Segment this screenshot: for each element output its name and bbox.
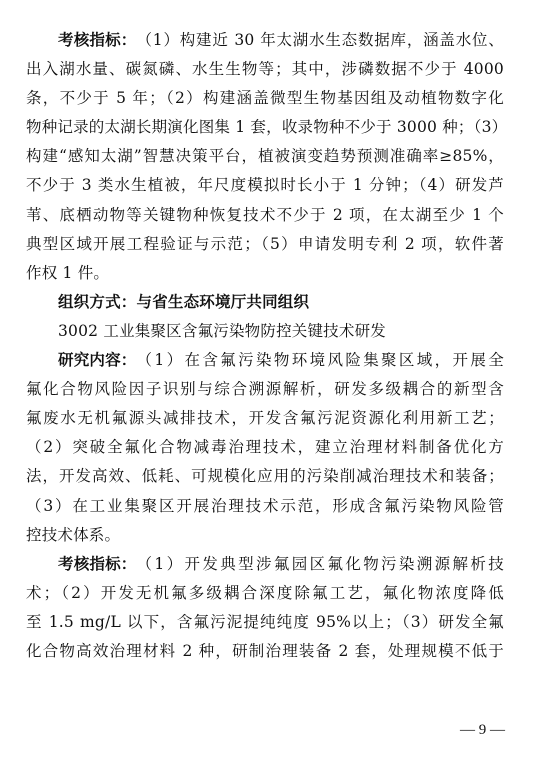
text-line — [26, 375, 504, 404]
line-text: （2）突破全氟化合物减毒治理技术，建立治理材料制备优化方 — [26, 438, 504, 457]
line-text: 氟废水无机氟源头减排技术，开发含氟污泥资源化利用新工艺； — [26, 409, 504, 428]
line-text: 条，不少于 5 年；（2）构建涵盖微型生物基因组及动植物数字化 — [26, 89, 504, 108]
line-text: （1）开发典型涉氟园区氟化物污染溯源解析技 — [136, 554, 504, 573]
document-body — [26, 26, 508, 666]
text-line — [26, 201, 504, 230]
text-line — [26, 433, 504, 462]
label-lead: 研究内容： — [58, 351, 137, 370]
text-line — [26, 55, 504, 84]
line-text: 构建“感知太湖”智慧决策平台，植被演变趋势预测准确率≥85%， — [26, 147, 504, 166]
label-lead: 考核指标： — [58, 31, 137, 49]
text-line — [26, 346, 504, 375]
text-line — [26, 579, 504, 608]
line-text: （1）在含氟污染物环境风险集聚区域，开展全 — [136, 351, 504, 370]
text-line — [26, 84, 504, 113]
text-line — [26, 113, 508, 142]
text-line — [26, 171, 504, 200]
line-text: （1）构建近 30 年太湖水生态数据库，涵盖水位、 — [136, 31, 504, 49]
text-line — [26, 317, 504, 346]
line-text: 控技术体系。 — [26, 525, 121, 544]
line-text: 化合物高效治理材料 2 种，研制治理装备 2 套，处理规模不低于 — [26, 641, 504, 660]
label-lead: 考核指标： — [58, 554, 137, 573]
line-text: 法，开发高效、低耗、可规模化应用的污染削减治理技术和装备； — [26, 467, 504, 486]
line-text: 作权 1 件。 — [26, 263, 110, 282]
text-line — [26, 550, 504, 579]
line-text: 术；（2）开发无机氟多级耦合深度除氟工艺，氟化物浓度降低 — [26, 583, 504, 602]
line-text: 至 1.5 mg/L 以下，含氟污泥提纯纯度 95%以上；（3）研发全氟 — [26, 612, 504, 631]
text-line — [26, 462, 504, 491]
text-line — [26, 492, 504, 521]
line-text: 3002 工业集聚区含氟污染物防控关键技术研发 — [58, 321, 386, 340]
line-text: 典型区域开展工程验证与示范；（5）申请发明专利 2 项，软件著 — [26, 234, 504, 253]
line-text: 苇、底栖动物等关键物种恢复技术不少于 2 项，在太湖至少 1 个 — [26, 205, 504, 224]
text-line — [26, 637, 504, 666]
text-line — [26, 521, 504, 550]
section-heading: 组织方式：与省生态环境厅共同组织 — [58, 292, 310, 311]
line-text: 出入湖水量、碳氮磷、水生生物等；其中，涉磷数据不少于 4000 — [26, 60, 504, 79]
text-line — [26, 230, 504, 259]
line-text: （3）在工业集聚区开展治理技术示范，形成含氟污染物风险管 — [26, 496, 504, 515]
text-line — [26, 404, 504, 433]
line-text: 不少于 3 类水生植被，年尺度模拟时长小于 1 分钟；（4）研发芦 — [26, 176, 504, 195]
line-text: 物种记录的太湖长期演化图集 1 套，收录物种不少于 3000 种；（3） — [26, 118, 508, 137]
page-number: — 9 — — [460, 722, 505, 738]
text-line — [26, 26, 504, 55]
line-text: 氟化合物风险因子识别与综合溯源解析，研发多级耦合的新型含 — [26, 380, 504, 399]
text-line — [26, 259, 504, 288]
text-line — [26, 142, 504, 171]
text-line — [26, 608, 504, 637]
